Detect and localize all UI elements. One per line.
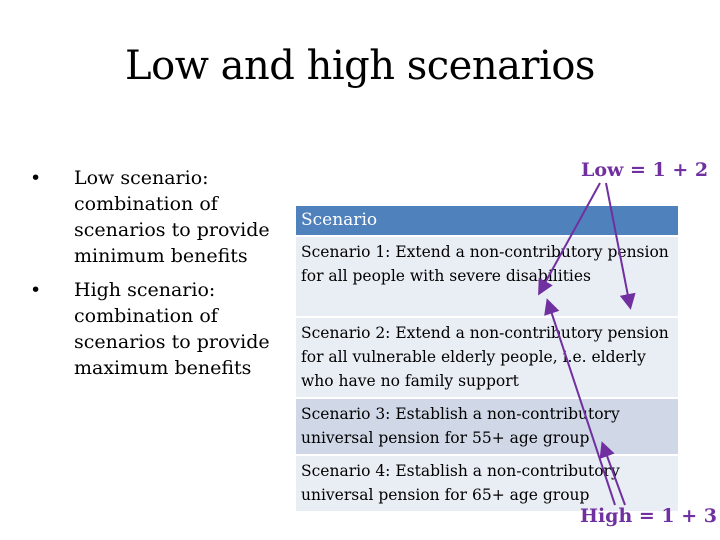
scenario-table: [296, 206, 678, 513]
table-row-scenario-4: Scenario 4: Establish a non-contributory universal pension for 65+ age group: [296, 456, 678, 513]
table-header: Scenario: [296, 206, 678, 237]
bullet-dot: •: [30, 279, 42, 301]
bullet-high-scenario: [28, 277, 298, 381]
bullet-list: [28, 165, 298, 389]
table-row-scenario-3: Scenario 3: Establish a non-contributory universal pension for 55+ age group: [296, 399, 678, 456]
slide-title: Low and high scenarios: [125, 43, 595, 89]
bullet-text: High scenario: combination of scenarios to provide maximum benefits: [74, 279, 270, 379]
bullet-dot: •: [30, 167, 42, 189]
bullet-text: Low scenario: combination of scenarios to provide minimum benefits: [74, 167, 270, 267]
table-row-scenario-1: Scenario 1: Extend a non-contributory pension for all people with severe disabilities: [296, 237, 678, 318]
low-formula-label: Low = 1 + 2: [581, 159, 709, 181]
high-formula-label: High = 1 + 3: [580, 505, 718, 527]
table-row-scenario-2: Scenario 2: Extend a non-contributory pension for all vulnerable elderly people, i.e. elderly who have no family support: [296, 318, 678, 399]
bullet-low-scenario: [28, 165, 298, 269]
